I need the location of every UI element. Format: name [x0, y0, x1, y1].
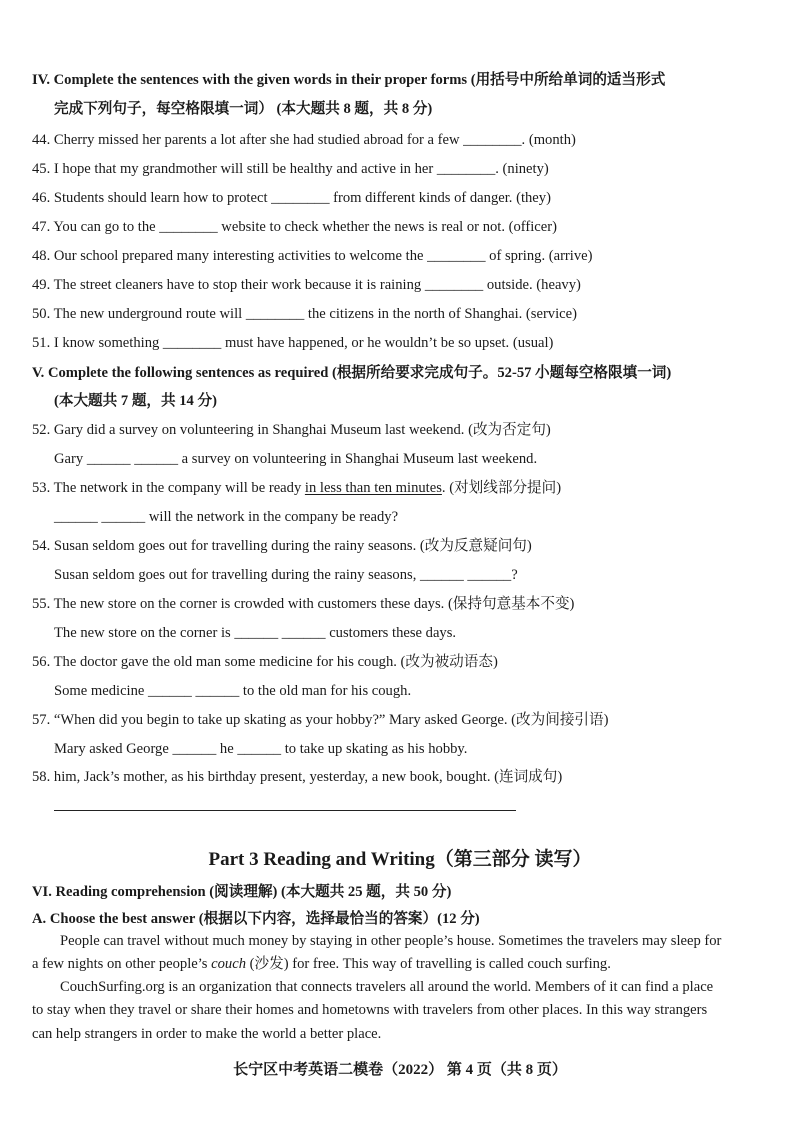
section-iv-title-cont: 完成下列句子，每空格限填一词） (本大题共 8 题，共 8 分)	[54, 101, 433, 117]
question-47: 47. You can go to the ________ website to check whether the news is real or not. (officer)	[32, 219, 557, 235]
question-56: 56. The doctor gave the old man some medicine for his cough. (改为被动语态)	[32, 654, 498, 670]
question-48: 48. Our school prepared many interesting activities to welcome the ________ of spring. (arrive)	[32, 248, 593, 264]
answer-53: ______ ______ will the network in the company be ready?	[54, 509, 399, 525]
question-46: 46. Students should learn how to protect ________ from different kinds of danger. (they)	[32, 190, 551, 206]
question-53-text: 53. The network in the company will be ready	[32, 480, 305, 496]
answer-52: Gary ______ ______ a survey on volunteering in Shanghai Museum last weekend.	[54, 451, 538, 467]
answer-57: Mary asked George ______ he ______ to take up skating as his hobby.	[54, 741, 468, 757]
question-53	[32, 479, 561, 497]
question-53-underlined: in less than ten minutes	[304, 480, 442, 496]
question-49: 49. The street cleaners have to stop their work because it is raining ________ outside. (heavy)	[32, 277, 581, 293]
question-45: 45. I hope that my grandmother will still be healthy and active in her ________. (ninety)	[32, 161, 549, 177]
question-53-instruction: . (对划线部分提问)	[441, 480, 562, 496]
part-3-heading: Part 3 Reading and Writing（第三部分 读写）	[208, 849, 592, 870]
question-55: 55. The new store on the corner is crowded with customers these days. (保持句意基本不变)	[32, 596, 575, 612]
question-51: 51. I know something ________ must have happened, or he wouldn’t be so upset. (usual)	[32, 335, 554, 351]
question-44: 44. Cherry missed her parents a lot after she had studied abroad for a few ________. (month)	[32, 132, 576, 148]
reading-paragraph-2: CouchSurfing.org is an organization that connects travelers all around the world. Members of it can find a place to stay when they travel or share their homes and hometowns with travelers from other places. In this way strangers can help strangers in order to make the world a better place.	[32, 979, 714, 1042]
section-iv-title: IV. Complete the sentences with the given words in their proper forms (用括号中所给单词的适当形式	[32, 72, 666, 88]
reading-paragraph-1	[32, 930, 722, 977]
question-54: 54. Susan seldom goes out for travelling during the rainy seasons. (改为反意疑问句)	[32, 538, 532, 554]
reading-paragraph-1-text: People can travel without much money by staying in other people’s house. Sometimes the travelers may sleep for a few nights on other people’s	[32, 933, 722, 973]
answer-55: The new store on the corner is ______ ______ customers these days.	[54, 625, 457, 641]
section-vi-subtitle-a: A. Choose the best answer (根据以下内容，选择最恰当的答案）(12 分)	[32, 911, 480, 927]
answer-58-line	[54, 810, 516, 811]
reading-keyword-couch: couch	[211, 956, 246, 973]
question-58: 58. him, Jack’s mother, as his birthday present, yesterday, a new book, bought. (连词成句)	[32, 769, 563, 785]
question-57: 57. “When did you begin to take up skating as your hobby?” Mary asked George. (改为间接引语)	[32, 712, 609, 728]
section-vi-title: VI. Reading comprehension (阅读理解) (本大题共 25 题，共 50 分)	[32, 884, 452, 900]
section-v-title-cont: (本大题共 7 题，共 14 分)	[54, 393, 217, 409]
question-52: 52. Gary did a survey on volunteering in Shanghai Museum last weekend. (改为否定句)	[32, 422, 551, 438]
page-footer: 长宁区中考英语二模卷（2022） 第 4 页（共 8 页）	[233, 1062, 567, 1078]
question-50: 50. The new underground route will ________ the citizens in the north of Shanghai. (service)	[32, 306, 577, 322]
section-v-title: V. Complete the following sentences as required (根据所给要求完成句子。52-57 小题每空格限填一词)	[32, 365, 672, 381]
answer-56: Some medicine ______ ______ to the old man for his cough.	[54, 683, 412, 699]
reading-paragraph-1-end: (沙发) for free. This way of travelling is called couch surfing.	[246, 956, 611, 973]
answer-54: Susan seldom goes out for travelling during the rainy seasons, ______ ______?	[54, 567, 518, 583]
